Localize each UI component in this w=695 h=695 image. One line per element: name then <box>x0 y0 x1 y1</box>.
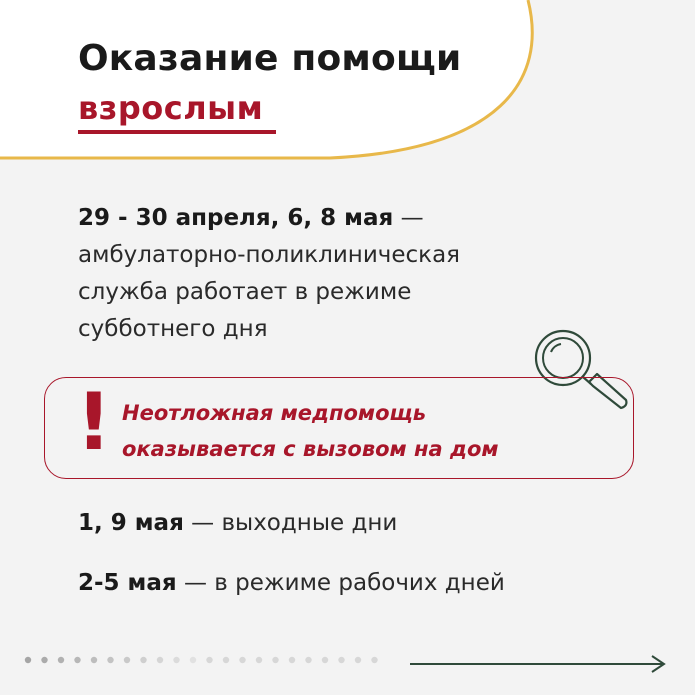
pagination-dot <box>124 657 130 663</box>
pagination-dot <box>256 657 262 663</box>
exclamation-icon: ! <box>76 378 112 468</box>
pagination-dot <box>355 657 361 663</box>
pagination-dot <box>58 657 64 663</box>
pagination-dot <box>371 657 377 663</box>
pagination-dot <box>305 657 311 663</box>
workdays-dates: 2-5 мая <box>78 570 177 596</box>
workdays-row <box>78 570 505 596</box>
pagination-dot <box>289 657 295 663</box>
pagination-dot <box>140 657 146 663</box>
holidays-dates: 1, 9 мая <box>78 510 184 536</box>
pagination-dot <box>190 657 196 663</box>
schedule-dates: 29 - 30 апреля, 6, 8 мая <box>78 205 394 231</box>
schedule-line-3: служба работает в режиме <box>78 279 412 305</box>
pagination-dot <box>338 657 344 663</box>
page-title: Оказание помощи <box>78 38 462 79</box>
pagination-dot <box>223 657 229 663</box>
pagination-dot <box>157 657 163 663</box>
schedule-line-1 <box>78 200 598 237</box>
page-subtitle: взрослым <box>78 89 264 127</box>
pagination-dot <box>41 657 47 663</box>
pagination-dot <box>74 657 80 663</box>
pagination-dot <box>272 657 278 663</box>
schedule-paragraph <box>78 200 598 348</box>
workdays-text: — в режиме рабочих дней <box>176 570 505 596</box>
pagination-dot <box>107 657 113 663</box>
alert-line-2: оказывается с вызовом на дом <box>122 437 499 461</box>
subtitle-underline <box>78 130 276 134</box>
schedule-dash: — <box>393 205 424 231</box>
pagination-dot <box>206 657 212 663</box>
holidays-row <box>78 510 397 536</box>
arrow-right-icon[interactable] <box>410 652 672 676</box>
holidays-text: — выходные дни <box>183 510 398 536</box>
pagination-dot <box>322 657 328 663</box>
alert-line-1: Неотложная медпомощь <box>122 401 426 425</box>
pagination-dot <box>239 657 245 663</box>
pagination-dot <box>25 657 31 663</box>
schedule-line-2: амбулаторно-поликлиническая <box>78 242 461 268</box>
pagination-dot <box>91 657 97 663</box>
pagination-dot <box>173 657 179 663</box>
schedule-line-4: субботнего дня <box>78 316 268 342</box>
pagination-dots <box>24 653 404 667</box>
alert-text <box>122 395 499 467</box>
